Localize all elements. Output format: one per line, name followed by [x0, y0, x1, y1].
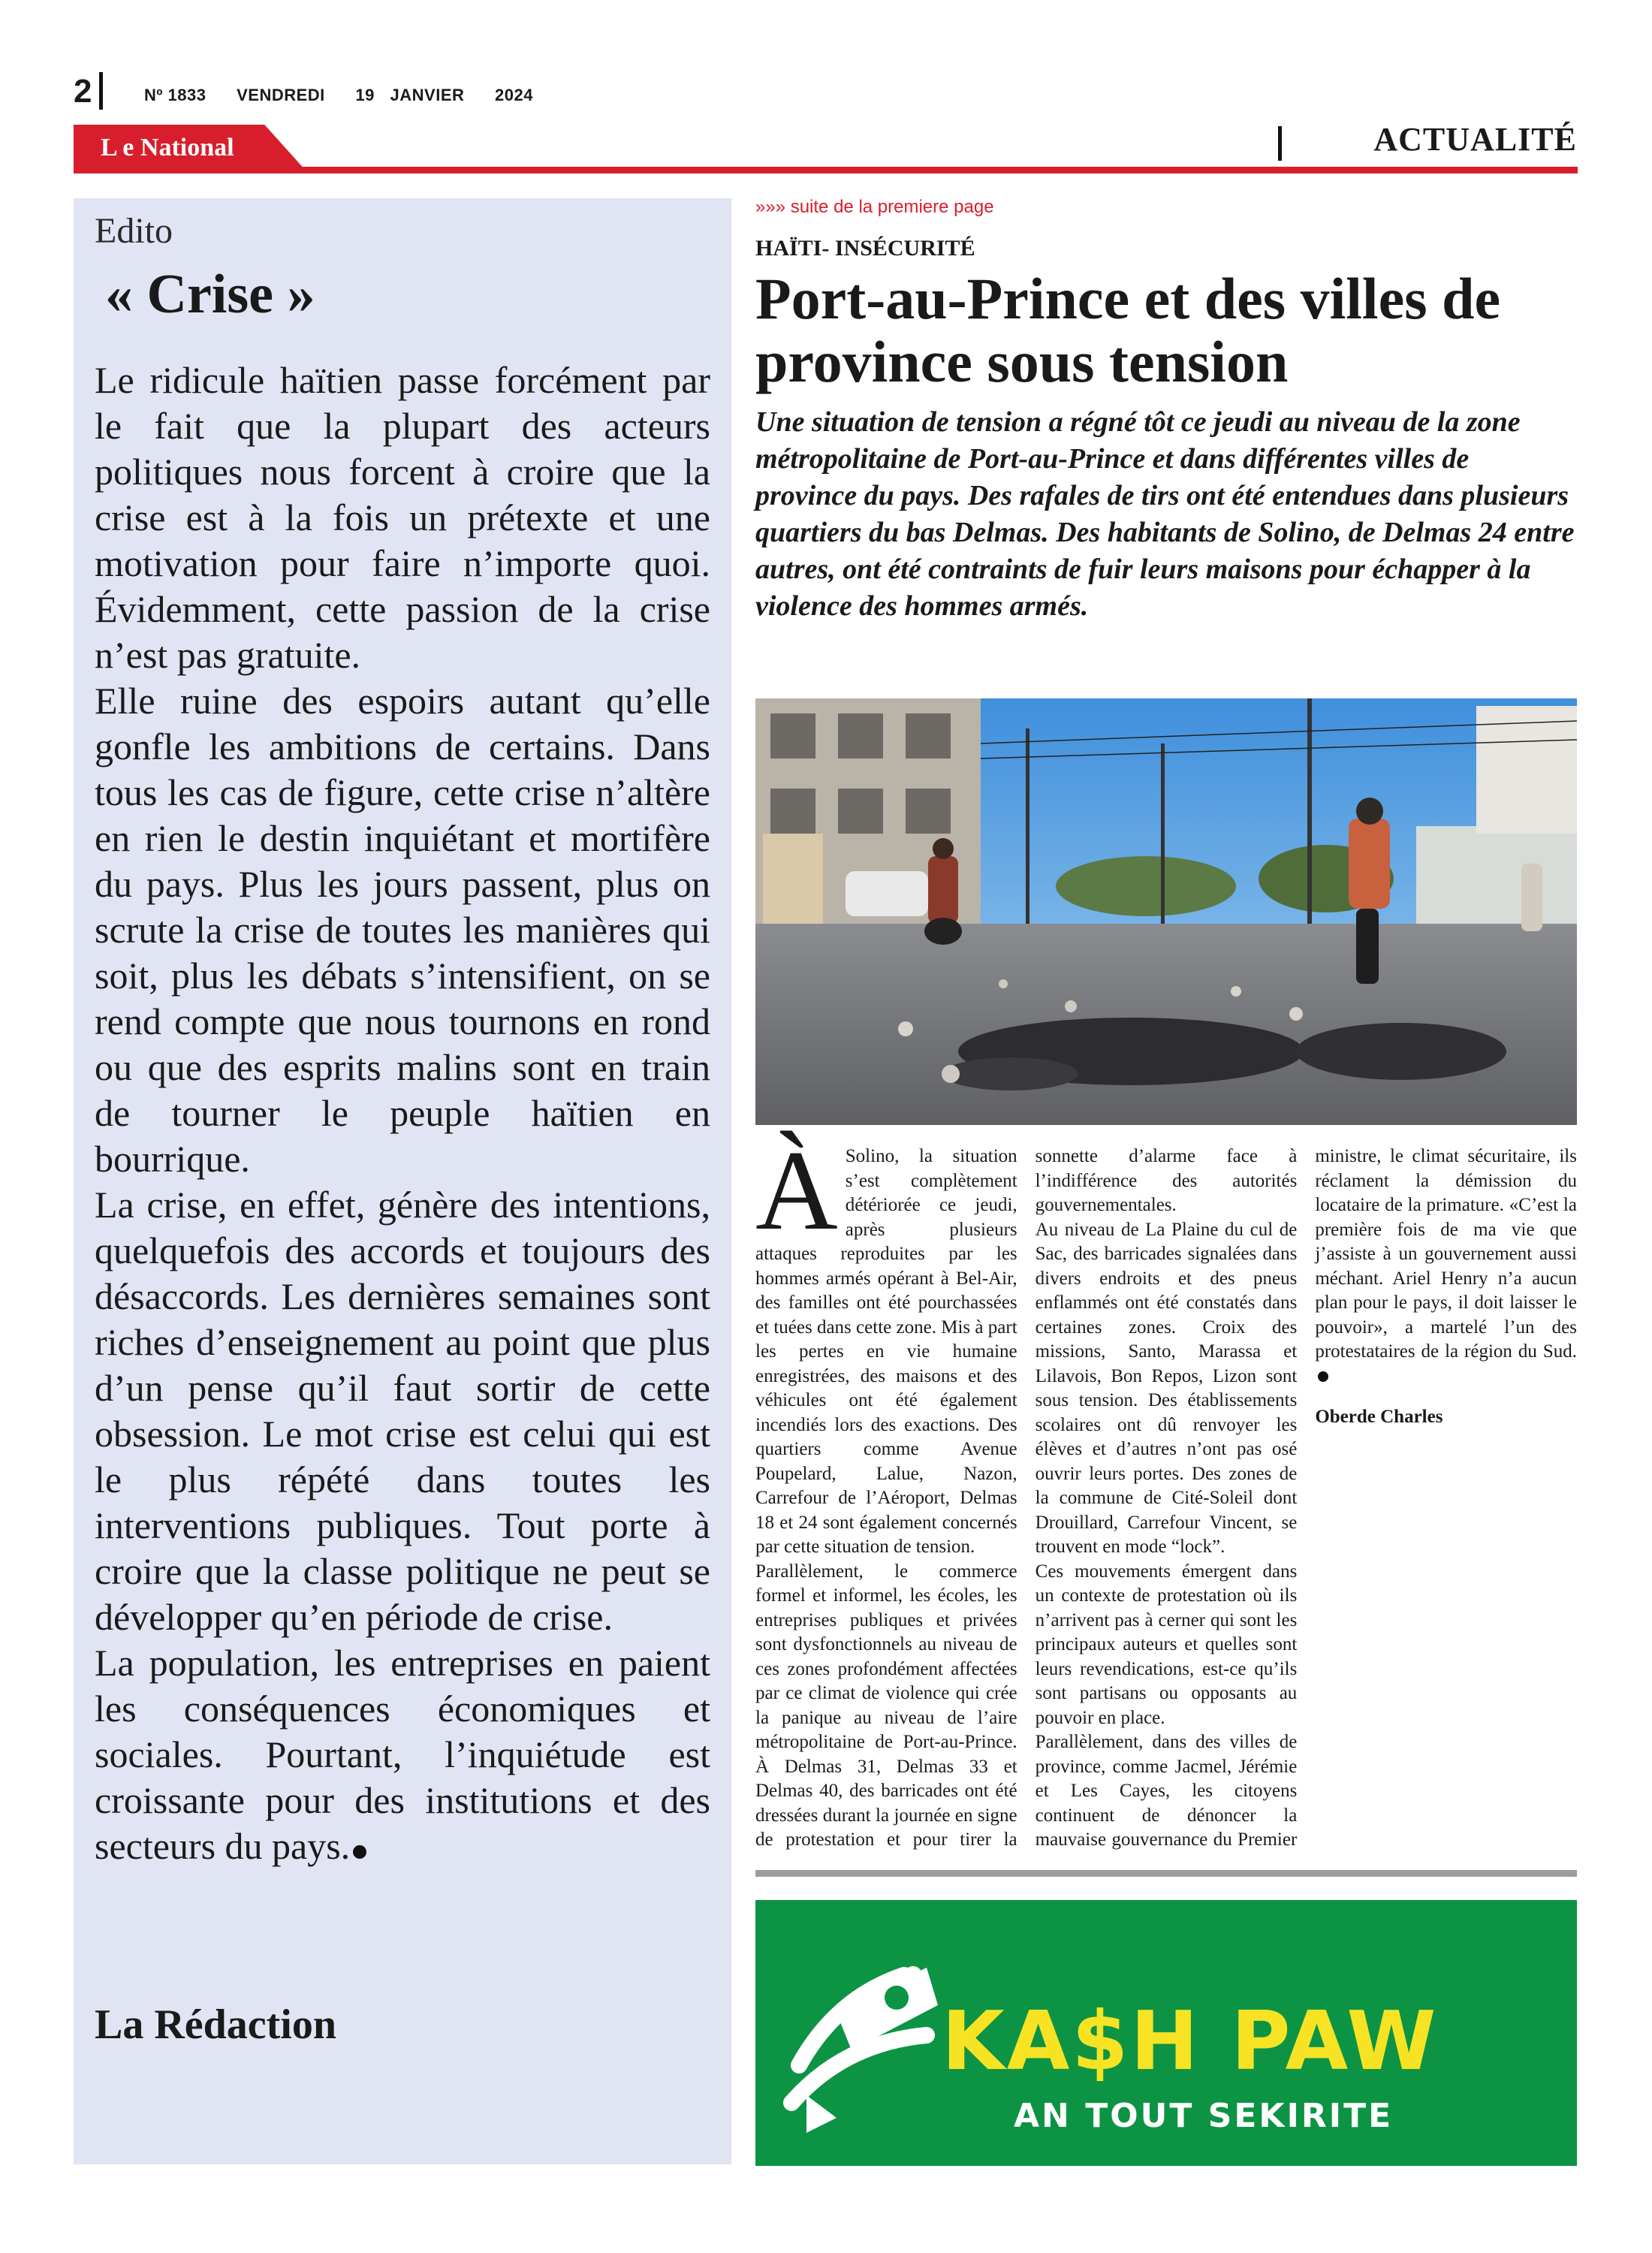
article-paragraph-text: Solino, la situation s’est complètement détériorée ce jeudi, après plusieurs attaques reproduites par les hommes armés opérant à Bel-Air, des familles ont été pourchassées et tuées dans cette zone. Mis à part les pertes en vie humaine enregistrées, des maisons et des véhicules ont été également incendiés lors des exactions. Des quartiers comme Avenue Poupelard, Lalue, Nazon, Carrefour de l’Aéroport, Delmas 18 et 24 sont également concernés par cette situation de tension.: [755, 1146, 1017, 1557]
article-end-rule: [755, 1870, 1577, 1877]
edito-paragraph: Le ridicule haïtien passe forcément par le fait que la plupart des acteurs politiques nous forcent à croire que la crise est à la fois un prétexte et une motivation pour faire n’importe quoi. Évidemment, cette passion de la crise n’est pas gratuite.: [95, 359, 710, 676]
ad-tagline: AN TOUT SEKIRITE: [1014, 2097, 1394, 2135]
end-mark-icon: [1318, 1371, 1328, 1382]
drop-cap: À: [755, 1127, 838, 1253]
issue-day: 19: [355, 86, 375, 104]
section-label: ACTUALITÉ: [1373, 121, 1577, 158]
kash-paw-advertisement[interactable]: [755, 1900, 1577, 2166]
money-hand-icon: [776, 1945, 942, 2140]
edito-paragraph: Elle ruine des espoirs autant qu’elle gonfle les ambitions de certains. Dans tous les cas de figure, cette crise n’altère en rien le destin inquiétant et mortifère du pays. Plus les jours passent, plus on scrute la crise de toutes les manières qui soit, plus les débats s’intensifient, on se rend compte que nous tournons en rond ou que des esprits malins sont en train de tourner le peuple haïtien en bourrique.: [95, 680, 710, 1180]
edito-body: [95, 357, 710, 1869]
article-photo: [755, 698, 1577, 1125]
issue-weekday: VENDREDI: [237, 86, 325, 104]
article-paragraph: Ces mouvements émergent dans un contexte de protestation où ils n’arrivent pas à cerner qui sont les principaux auteurs et quelles sont leurs revendications, est-ce qu’ils sont partisans ou opposants au pouvoir en place.: [1035, 1561, 1298, 1728]
article-headline: Port-au-Prince et des villes de province sous tension: [755, 266, 1501, 394]
edito-signature: La Rédaction: [95, 2001, 336, 2048]
article-paragraph-text: Parallèlement, dans des villes de province, comme Jacmel, Jérémie et Les Cayes, les citoyens continuent de dénoncer la mauvaise gouvernance du Premier ministre, le climat sécuritaire, ils réclament la démission du locataire de la primature. «C’est la première fois de ma vie que j’assiste à un gouvernement aussi méchant. Ariel Henry n’a aucun plan pour le pays, il doit laisser le pouvoir», a martelé l’un des protestataires de la région du Sud.: [1035, 1146, 1577, 1850]
page-number-divider: [99, 72, 103, 110]
article-body: [755, 1127, 1577, 1865]
ad-brand: KA$H PAW: [942, 1995, 1439, 2089]
article-byline: Oberde Charles: [1315, 1407, 1443, 1427]
continued-note: »»» suite de la premiere page: [755, 197, 994, 217]
page-number: 2: [74, 73, 92, 110]
article-paragraph: Au niveau de La Plaine du cul de Sac, des barricades signalées dans divers endroits et des pneus enflammés ont été constatés dans certaines zones. Croix des missions, Santo, Marassa et Lilavois, Bon Repos, Lizon sont sous tension. Des établissements scolaires ont dû renvoyer les élèves et d’autres n’ont pas osé ouvrir leurs portes. Des zones de la commune de Cité-Soleil dont Drouillard, Carrefour Vincent, se trouvent en mode “lock”.: [1035, 1219, 1298, 1557]
edito-title: « Crise »: [105, 264, 315, 325]
edito-kicker: Edito: [95, 211, 173, 251]
edito-paragraph-text: La population, les entreprises en paient les conséquences économiques et sociales. Pourtant, l’inquiétude est croissante pour des institutions et des secteurs du pays.: [95, 1642, 710, 1867]
section-divider: [1278, 126, 1282, 161]
article-paragraph: [755, 1127, 1017, 1560]
article-lead: Une situation de tension a régné tôt ce jeudi au niveau de la zone métropolitaine de Port-au-Prince et dans différentes villes de province du pays. Des rafales de tirs ont été entendues dans plusieurs quartiers du bas Delmas. Des habitants de Solino, de Delmas 24 entre autres, ont été contraints de fuir leurs maisons pour échapper à la violence des hommes armés.: [755, 406, 1575, 622]
newspaper-name: L e National: [101, 134, 234, 161]
header-rule: [74, 167, 1578, 173]
end-mark-icon: [353, 1845, 366, 1859]
article-paragraph: Parallèlement, le commerce formel et informel, les écoles, les entreprises publiques et privées sont dysfonctionnels au niveau de ces zones profondément affectées par ce climat de violence qui crée la panique au niveau de l’aire métropolitaine de Port-au-Prince. À Delmas 31, Delmas 33 et Delmas 40, des barricades ont été dressées durant la journée en signe de protestation et pour tirer la sonnette d’alarme face à l’indifférence des autorités gouvernementales.: [755, 1146, 1298, 1850]
issue-line: [144, 86, 559, 105]
edito-paragraph: La crise, en effet, génère des intentions, quelquefois des accords et toujours des désaccords. Les dernières semaines sont riches d’enseignement au point que plus d’un pense qu’il faut sortir de cette obsession. Le mot crise est celui qui est le plus répété dans toutes les interventions publiques. Tout porte à croire que la classe politique ne peut se développer qu’en période de crise.: [95, 1184, 710, 1638]
issue-number: Nº 1833: [144, 86, 206, 104]
article-kicker: HAÏTI- INSÉCURITÉ: [755, 236, 975, 261]
edito-paragraph: [95, 1640, 710, 1869]
issue-month: JANVIER: [390, 86, 465, 104]
street-scene-illustration: [755, 698, 1577, 1125]
issue-year: 2024: [495, 86, 533, 104]
